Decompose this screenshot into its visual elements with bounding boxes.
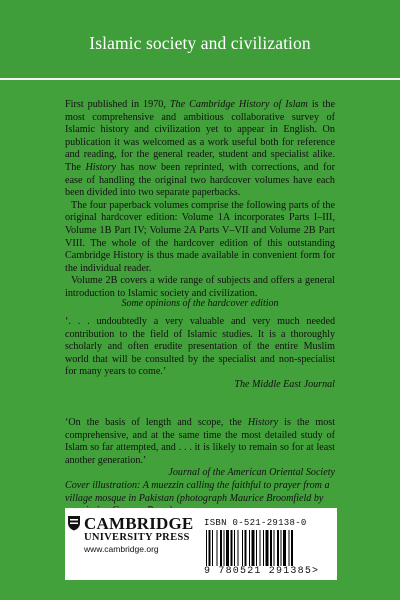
- quote-2-post: is the most comprehensive, and at the same time the most detailed study of Islam so far attempted, and . . . it is likely to remain so for at least another generation.’: [65, 417, 336, 466]
- quote-1-source: The Middle East Journal: [234, 378, 335, 390]
- publisher-name: CAMBRIDGE: [84, 514, 194, 533]
- isbn-label: ISBN 0-521-29138-0: [204, 518, 307, 528]
- blurb-paragraph-2: The four paperback volumes comprise the following parts of the original hardcover edition: Volume 1A incorporates Parts I–III, Volume 1B Part IV; Volume 2A Parts V–VII and Volume 2B Part VIII. The whole of the hardcover edition of this outstanding Cambridge History is thus made available in convenient form for the individual reader.: [65, 199, 335, 274]
- history-word: History: [85, 161, 117, 173]
- publisher-footer: [65, 508, 337, 580]
- blurb-p1-mid: is the most comprehensive and ambitious collaborative survey of Islamic history and civilization yet to appear in English. On publication it was welcomed as a work useful both for reference and reading, for the general reader, student and specialist alike. The: [65, 99, 336, 173]
- blurb-paragraph-3: Volume 2B covers a wide range of subjects and offers a general introduction to Islamic society and civilization.: [65, 275, 335, 299]
- book-title: The Cambridge History of Islam: [169, 99, 308, 110]
- cover-illustration-credit: Cover illustration: A muezzin calling the faithful to prayer from a village mosque in Pakistan (photograph Maurice Broomfield by: [65, 480, 330, 504]
- opinions-heading: Some opinions of the hardcover edition: [121, 298, 279, 309]
- publisher-subtitle: UNIVERSITY PRESS: [84, 532, 190, 543]
- quote-2-source: Journal of the American Oriental Society: [168, 467, 335, 478]
- barcode-number: 9 780521 291385: [204, 566, 313, 577]
- band-rule: [0, 78, 400, 80]
- blurb-p1-pre: First published in 1970,: [65, 99, 170, 110]
- series-title: Islamic society and civilization: [89, 33, 311, 53]
- blurb-paragraph-1: [65, 99, 335, 200]
- barcode-digits: [204, 566, 319, 577]
- quote-2-history: History: [247, 417, 279, 428]
- cambridge-shield-icon: [67, 515, 81, 531]
- quote-2-pre: ‘On the basis of length and scope, the: [65, 417, 248, 428]
- quote-2-text: [65, 417, 335, 467]
- blurb-p1-post: has now been reprinted, with corrections, and for ease of handling the original two hardcover volumes have each been divided into two separate paperbacks.: [65, 161, 335, 199]
- review-quote-1: [65, 316, 335, 391]
- blurb-text: [65, 99, 335, 301]
- quote-1-text: ‘. . . undoubtedly a very valuable and very much needed contribution to the field of Islamic studies. It is a thoroughly scholarly and often erudite presentation of the entire Muslim world that will be consulted by the specialist and non-specialist for many years to come.’: [65, 316, 335, 377]
- publisher-url[interactable]: www.cambridge.org: [84, 544, 159, 554]
- review-quote-2: [65, 417, 335, 480]
- barcode-icon: [204, 530, 332, 566]
- barcode-arrow: >: [312, 566, 320, 577]
